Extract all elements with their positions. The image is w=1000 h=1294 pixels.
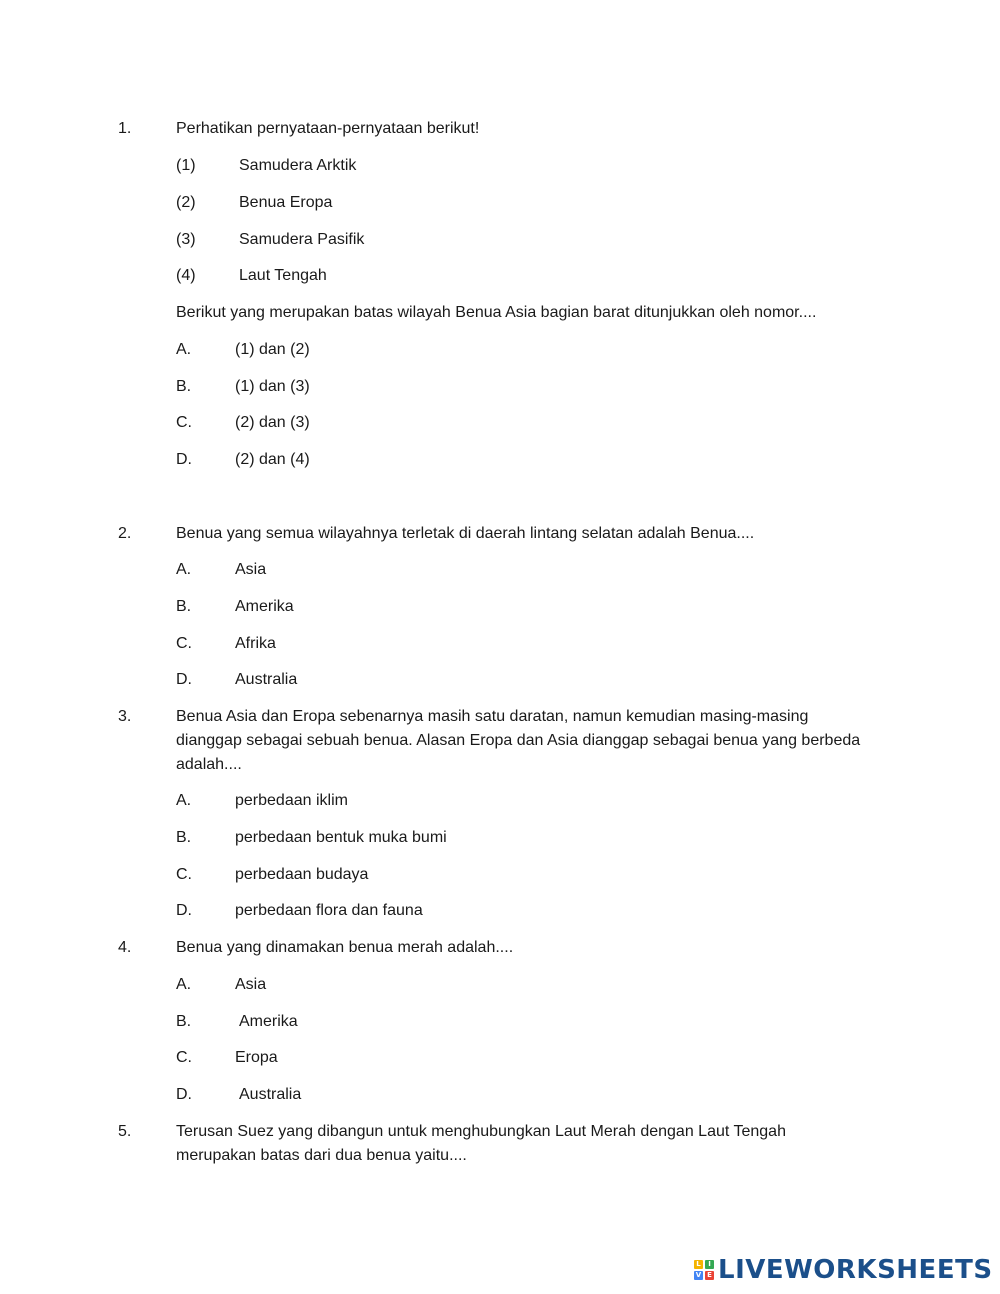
option-text[interactable]: (2) dan (3) [235, 414, 310, 431]
question-3-stem: adalah.... [176, 756, 242, 773]
option-text[interactable]: perbedaan iklim [235, 792, 348, 809]
question-3-stem: Benua Asia dan Eropa sebenarnya masih satu daratan, namun kemudian masing-masing [176, 708, 809, 725]
option-text[interactable]: Eropa [235, 1049, 278, 1066]
liveworksheets-logo [694, 1255, 993, 1285]
question-3-stem: dianggap sebagai sebuah benua. Alasan Eropa dan Asia dianggap sebagai benua yang berbeda [176, 732, 861, 749]
question-4-number: 4. [118, 939, 132, 956]
option-label: A. [176, 561, 192, 578]
option-text[interactable]: Australia [235, 671, 298, 688]
statement-text: Samudera Pasifik [239, 231, 365, 248]
option-text[interactable]: (2) dan (4) [235, 451, 310, 468]
option-label: A. [176, 792, 192, 809]
question-5-stem: merupakan batas dari dua benua yaitu.... [176, 1147, 467, 1164]
option-text[interactable]: Asia [235, 561, 267, 578]
statement-text: Benua Eropa [239, 194, 333, 211]
question-1-prompt: Berikut yang merupakan batas wilayah Benua Asia bagian barat ditunjukkan oleh nomor.... [176, 304, 817, 321]
option-text[interactable]: (1) dan (3) [235, 378, 310, 395]
option-text[interactable]: Australia [239, 1086, 302, 1103]
statement-label: (4) [176, 267, 196, 284]
statement-label: (3) [176, 231, 196, 248]
option-label: D. [176, 671, 192, 688]
question-4-stem: Benua yang dinamakan benua merah adalah.... [176, 939, 514, 956]
statement-label: (2) [176, 194, 196, 211]
option-label: C. [176, 1049, 192, 1066]
logo-tile: V [695, 1271, 702, 1279]
option-label: B. [176, 598, 192, 615]
option-text[interactable]: Afrika [235, 635, 276, 652]
logo-tile: L [694, 1260, 703, 1269]
option-label: C. [176, 414, 192, 431]
statement-text: Laut Tengah [239, 267, 327, 284]
option-label: A. [176, 341, 192, 358]
question-2-stem: Benua yang semua wilayahnya terletak di daerah lintang selatan adalah Benua.... [176, 525, 755, 542]
option-label: D. [176, 1086, 192, 1103]
option-text[interactable]: perbedaan flora dan fauna [235, 902, 423, 919]
option-label: A. [176, 976, 192, 993]
logo-tile: E [705, 1271, 714, 1280]
question-5-stem: Terusan Suez yang dibangun untuk menghubungkan Laut Merah dengan Laut Tengah [176, 1123, 786, 1140]
liveworksheets-logo-icon [694, 1260, 714, 1280]
option-text[interactable]: perbedaan bentuk muka bumi [235, 829, 447, 846]
option-label: C. [176, 866, 192, 883]
statement-label: (1) [176, 157, 196, 174]
question-2-number: 2. [118, 525, 132, 542]
question-1-stem: Perhatikan pernyataan-pernyataan berikut! [176, 120, 480, 137]
option-text[interactable]: Asia [235, 976, 267, 993]
option-label: B. [176, 829, 192, 846]
option-label: B. [176, 378, 192, 395]
statement-text: Samudera Arktik [239, 157, 357, 174]
option-text[interactable]: (1) dan (2) [235, 341, 310, 358]
question-5-number: 5. [118, 1123, 132, 1140]
option-label: C. [176, 635, 192, 652]
logo-tile: I [705, 1260, 714, 1269]
option-text[interactable]: Amerika [239, 1013, 298, 1030]
option-text[interactable]: Amerika [235, 598, 294, 615]
question-1-number: 1. [118, 120, 132, 137]
option-label: D. [176, 451, 192, 468]
logo-wordmark: LIVEWORKSHEETS [718, 1255, 993, 1285]
question-3-number: 3. [118, 708, 132, 725]
option-text[interactable]: perbedaan budaya [235, 866, 369, 883]
option-label: D. [176, 902, 192, 919]
option-label: B. [176, 1013, 192, 1030]
